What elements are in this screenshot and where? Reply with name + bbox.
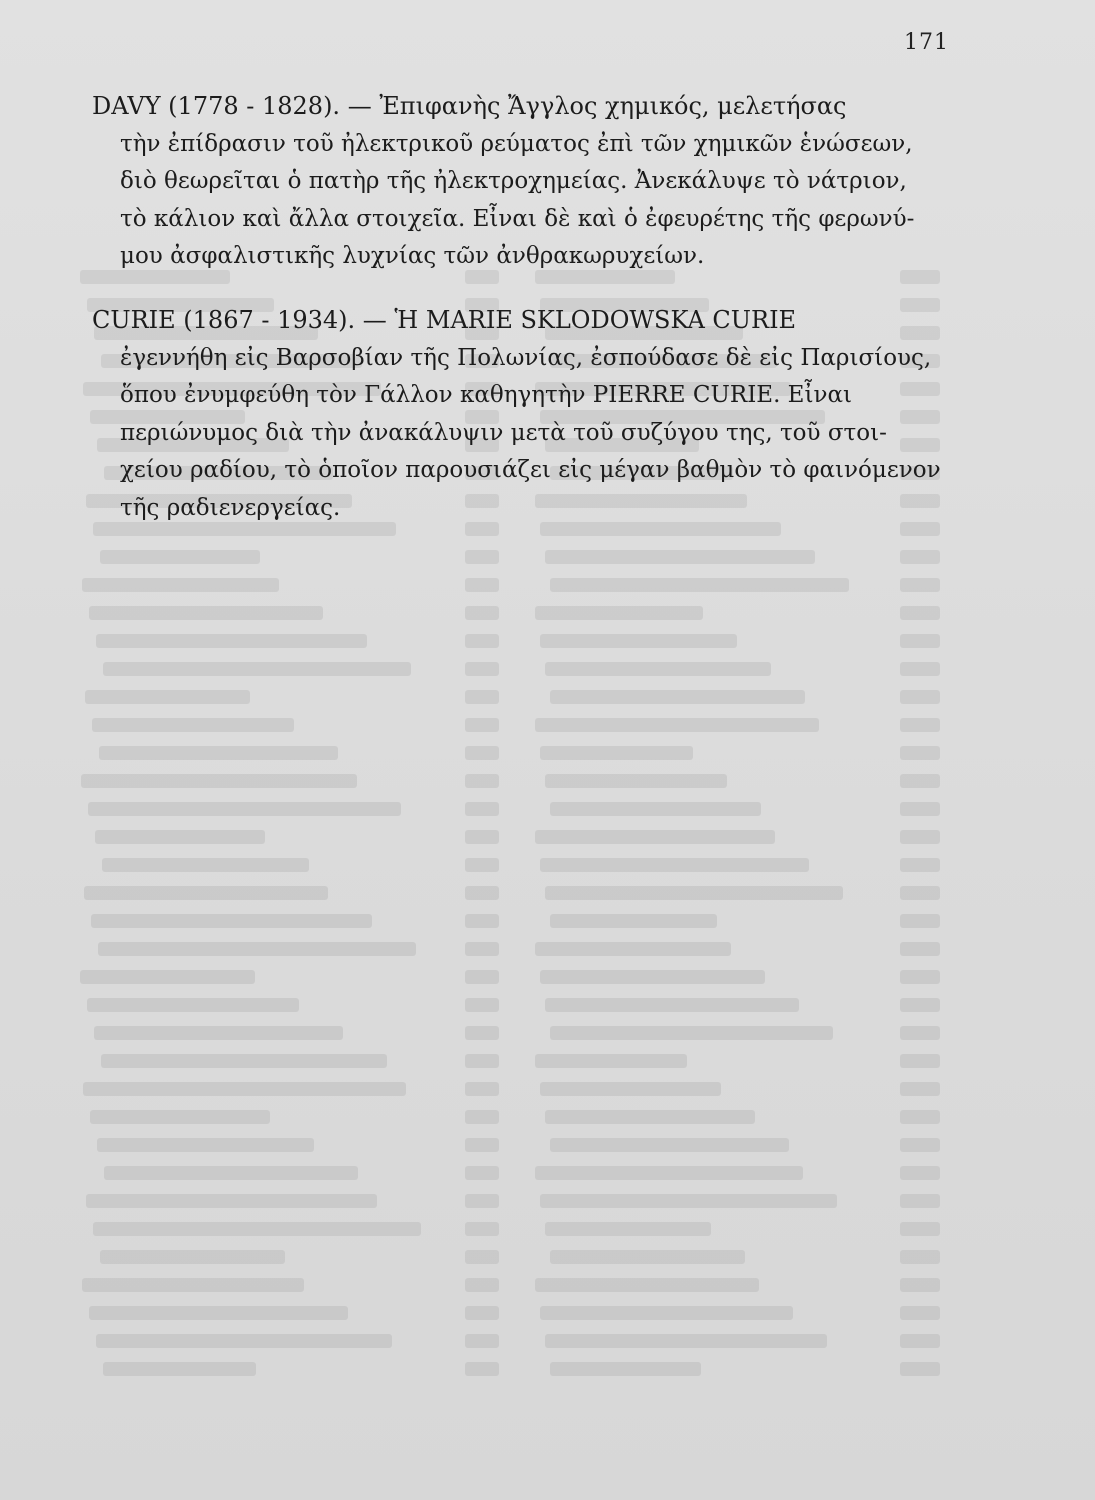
entry-davy-line-3: διὸ θεωρεῖται ὁ πατὴρ τῆς ἠλεκτροχημείας. Ἀνεκάλυψε τὸ νάτριον, [120, 168, 907, 194]
bleed-through-mark [465, 1278, 499, 1292]
bleed-through-mark [465, 1110, 499, 1124]
bleed-through-mark [900, 578, 940, 592]
bleed-through-mark [900, 1334, 940, 1348]
bleed-through-mark [900, 1082, 940, 1096]
bleed-through-mark [540, 1082, 721, 1096]
entry-curie-line-5: χείου ραδίου, τὸ ὁποῖον παρουσιάζει εἰς μέγαν βαθμὸν τὸ φαινόμενον [120, 457, 941, 483]
bleed-through-mark [545, 886, 843, 900]
bleed-through-mark [540, 1306, 793, 1320]
bleed-through-mark [103, 662, 411, 676]
bleed-through-mark [90, 1110, 270, 1124]
bleed-through-mark [98, 942, 416, 956]
bleed-through-mark [535, 1278, 759, 1292]
bleed-through-mark [93, 1222, 421, 1236]
bleed-through-mark [900, 830, 940, 844]
bleed-through-mark [465, 1334, 499, 1348]
bleed-through-mark [900, 1110, 940, 1124]
bleed-through-mark [465, 578, 499, 592]
bleed-through-mark [465, 1138, 499, 1152]
entry-curie-line-6: τῆς ραδιενεργείας. [120, 494, 341, 521]
bleed-through-mark [900, 802, 940, 816]
bleed-through-mark [900, 886, 940, 900]
bleed-through-mark [465, 774, 499, 788]
bleed-through-mark [88, 802, 401, 816]
bleed-through-mark [540, 1194, 837, 1208]
bleed-through-mark [535, 1054, 687, 1068]
bleed-through-mark [550, 1138, 789, 1152]
bleed-through-mark [465, 802, 499, 816]
bleed-through-mark [97, 1138, 314, 1152]
bleed-through-mark [100, 1250, 285, 1264]
entry-curie [92, 302, 952, 527]
bleed-through-mark [465, 1194, 499, 1208]
bleed-through-mark [465, 690, 499, 704]
bleed-through-mark [545, 774, 727, 788]
entry-curie-line-4: περιώνυμος διὰ τὴν ἀνακάλυψιν μετὰ τοῦ συζύγου της, τοῦ στοι- [120, 419, 887, 446]
bleed-through-mark [103, 1362, 256, 1376]
bleed-through-mark [81, 774, 357, 788]
bleed-through-mark [465, 970, 499, 984]
bleed-through-mark [465, 914, 499, 928]
bleed-through-mark [900, 858, 940, 872]
bleed-through-mark [465, 1166, 499, 1180]
bleed-through-mark [900, 662, 940, 676]
entry-curie-line-1: CURIE (1867 - 1934). — Ἡ MARIE SKLODOWSKA CURIE [92, 306, 797, 334]
bleed-through-mark [540, 634, 737, 648]
bleed-through-mark [900, 998, 940, 1012]
bleed-through-mark [85, 690, 250, 704]
bleed-through-mark [900, 1054, 940, 1068]
bleed-through-mark [545, 1110, 755, 1124]
bleed-through-mark [465, 1222, 499, 1236]
bleed-through-mark [900, 690, 940, 704]
bleed-through-mark [550, 1362, 701, 1376]
bleed-through-mark [96, 634, 367, 648]
entry-davy-line-1: DAVY (1778 - 1828). — Ἐπιφανὴς Ἄγγλος χημικός, μελετήσας [92, 92, 847, 120]
entry-davy [92, 88, 952, 276]
bleed-through-mark [94, 1026, 343, 1040]
bleed-through-mark [83, 1082, 406, 1096]
bleed-through-mark [900, 606, 940, 620]
bleed-through-mark [86, 1194, 377, 1208]
entry-davy-line-4: τὸ κάλιον καὶ ἄλλα στοιχεῖα. Εἶναι δὲ καὶ ὁ ἐφευρέτης τῆς φερωνύ- [120, 205, 915, 232]
bleed-through-mark [465, 718, 499, 732]
bleed-through-mark [99, 746, 338, 760]
bleed-through-mark [535, 830, 775, 844]
bleed-through-mark [900, 634, 940, 648]
bleed-through-mark [465, 606, 499, 620]
bleed-through-mark [550, 802, 761, 816]
bleed-through-mark [540, 746, 693, 760]
bleed-through-mark [100, 550, 260, 564]
entry-davy-line-5: μου ἀσφαλιστικῆς λυχνίας τῶν ἀνθρακωρυχείων. [120, 243, 705, 269]
bleed-through-mark [101, 1054, 387, 1068]
bleed-through-mark [900, 942, 940, 956]
bleed-through-mark [104, 1166, 358, 1180]
bleed-through-mark [465, 886, 499, 900]
bleed-through-mark [545, 998, 799, 1012]
bleed-through-mark [900, 1278, 940, 1292]
bleed-through-mark [465, 1306, 499, 1320]
bleed-through-mark [465, 998, 499, 1012]
bleed-through-mark [95, 830, 265, 844]
bleed-through-mark [900, 718, 940, 732]
page-number: 171 [904, 30, 949, 55]
bleed-through-mark [900, 1306, 940, 1320]
bleed-through-mark [900, 1194, 940, 1208]
bleed-through-mark [96, 1334, 392, 1348]
bleed-through-mark [535, 1166, 803, 1180]
entry-curie-line-2: ἐγεννήθη εἰς Βαρσοβίαν τῆς Πολωνίας, ἐσπούδασε δὲ εἰς Παρισίους, [120, 344, 932, 371]
bleed-through-mark [900, 746, 940, 760]
bleed-through-mark [465, 1362, 499, 1376]
bleed-through-mark [102, 858, 309, 872]
bleed-through-mark [92, 718, 294, 732]
bleed-through-mark [535, 942, 731, 956]
bleed-through-mark [550, 1026, 833, 1040]
bleed-through-mark [900, 1222, 940, 1236]
bleed-through-mark [545, 662, 771, 676]
bleed-through-mark [82, 578, 279, 592]
bleed-through-mark [545, 1222, 711, 1236]
bleed-through-mark [465, 942, 499, 956]
bleed-through-mark [535, 718, 819, 732]
bleed-through-mark [900, 1362, 940, 1376]
bleed-through-mark [535, 606, 703, 620]
bleed-through-mark [900, 1138, 940, 1152]
bleed-through-mark [465, 1082, 499, 1096]
bleed-through-mark [900, 1250, 940, 1264]
bleed-through-mark [89, 1306, 348, 1320]
bleed-through-mark [550, 1250, 745, 1264]
bleed-through-mark [89, 606, 323, 620]
bleed-through-mark [550, 914, 717, 928]
entry-davy-line-2: τὴν ἐπίδρασιν τοῦ ἠλεκτρικοῦ ρεύματος ἐπὶ τῶν χημικῶν ἑνώσεων, [120, 130, 913, 157]
bleed-through-mark [465, 634, 499, 648]
bleed-through-mark [91, 914, 372, 928]
bleed-through-mark [465, 662, 499, 676]
bleed-through-mark [465, 1250, 499, 1264]
bleed-through-mark [900, 914, 940, 928]
entry-curie-line-3: ὅπου ἐνυμφεύθη τὸν Γάλλον καθηγητὴν PIERRE CURIE. Εἶναι [120, 382, 853, 408]
bleed-through-mark [465, 1054, 499, 1068]
bleed-through-mark [465, 858, 499, 872]
bleed-through-mark [465, 550, 499, 564]
bleed-through-mark [900, 1166, 940, 1180]
bleed-through-mark [465, 830, 499, 844]
bleed-through-mark [545, 550, 815, 564]
bleed-through-mark [550, 690, 805, 704]
bleed-through-mark [550, 578, 849, 592]
bleed-through-mark [900, 1026, 940, 1040]
bleed-through-mark [540, 858, 809, 872]
bleed-through-mark [87, 998, 299, 1012]
bleed-through-mark [900, 774, 940, 788]
bleed-through-mark [545, 1334, 827, 1348]
bleed-through-mark [82, 1278, 304, 1292]
bleed-through-mark [465, 1026, 499, 1040]
bleed-through-mark [540, 970, 765, 984]
bleed-through-mark [80, 970, 255, 984]
bleed-through-mark [465, 746, 499, 760]
bleed-through-mark [900, 550, 940, 564]
bleed-through-mark [84, 886, 328, 900]
bleed-through-mark [900, 970, 940, 984]
